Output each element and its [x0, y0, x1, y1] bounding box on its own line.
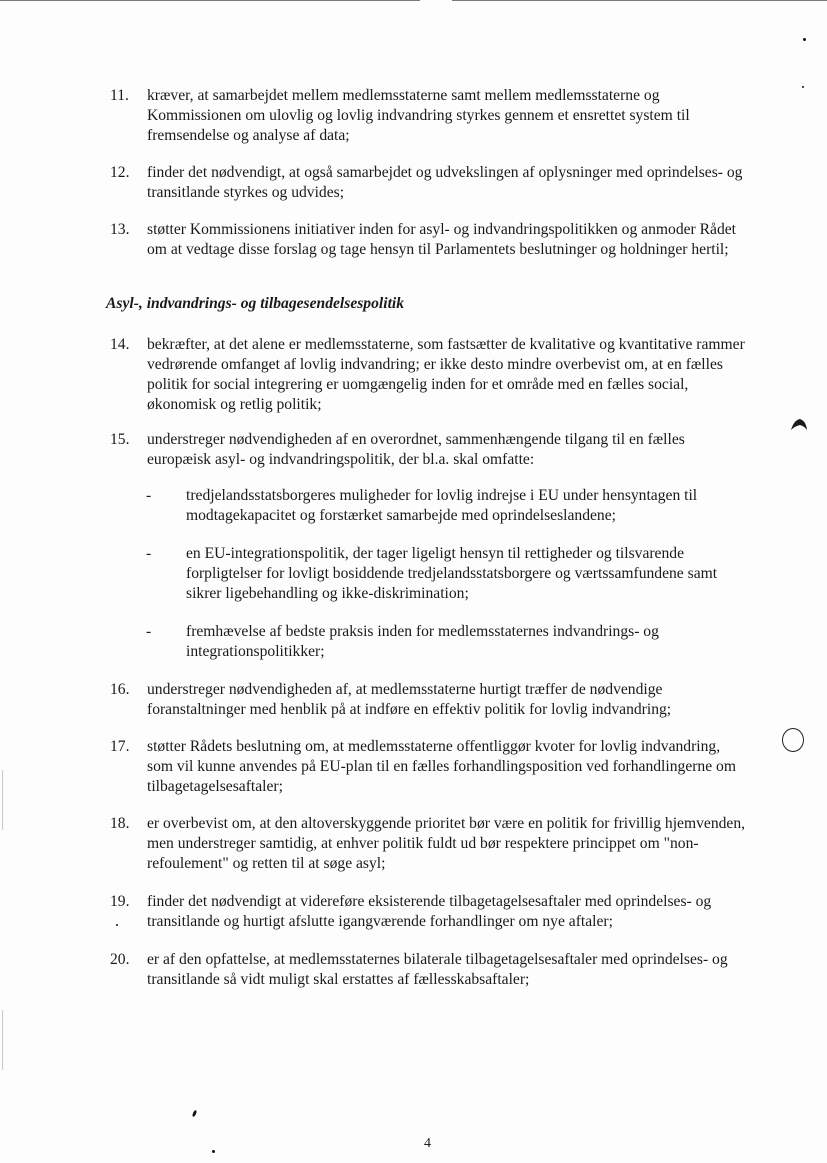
paragraph-number: 15. — [110, 431, 130, 448]
paragraph-14 — [110, 335, 770, 415]
paragraph-text: bekræfter, at det alene er medlemsstaterne, som fastsætter de kvalitative og kvantitative rammer vedrørende omfanget af lovlig indvandring; er ikke desto mindre overbevist om, at en fælles politik for social integrering er uomgængelig inden for et område med en fælles social, økonomisk og retlig politik; — [147, 336, 745, 413]
bullet-dash: - — [146, 487, 152, 504]
punch-hole-mark — [782, 728, 804, 752]
paragraph-18 — [110, 814, 770, 874]
scan-edge-mark — [2, 1010, 3, 1070]
paragraph-number: 18. — [110, 815, 130, 832]
paragraph-11 — [110, 86, 770, 146]
paragraph-text: er overbevist om, at den altoverskyggende prioritet bør være en politik for frivillig hjemvenden, men understreger samtidig, at enhver politik fuldt ud bør respektere princippet om "non-refoulement" og retten til at søge asyl; — [147, 815, 746, 872]
scan-edge-mark — [2, 770, 3, 830]
paragraph-text: støtter Kommissionens initiativer inden for asyl- og indvandringspolitikken og anmoder Rådet om at vedtage disse forslag og tage hensyn til Parlamentets beslutninger og holdninger hertil; — [147, 221, 736, 258]
paragraph-number: 14. — [110, 336, 130, 353]
bullet-text: fremhævelse af bedste praksis inden for medlemsstaternes indvandrings- og integrationspolitikker; — [186, 623, 659, 660]
scan-speck — [192, 1110, 198, 1118]
paragraph-19 — [110, 892, 770, 932]
paragraph-16 — [110, 680, 770, 720]
paragraph-number: 13. — [110, 221, 130, 238]
ink-smudge — [790, 418, 808, 432]
scan-speck — [212, 1150, 215, 1153]
page-number: 4 — [424, 1136, 431, 1151]
paragraph-20 — [110, 950, 770, 990]
bullet-dash: - — [146, 545, 152, 562]
section-heading: Asyl-, indvandrings- og tilbagesendelsespolitik — [106, 295, 405, 312]
scan-speck — [803, 38, 806, 41]
paragraph-13 — [110, 220, 770, 260]
bullet-text: tredjelandsstatsborgeres muligheder for lovlig indrejse i EU under hensyntagen til modtagekapacitet og forstærket samarbejde med oprindelseslandene; — [186, 487, 698, 524]
bullet-dash: - — [146, 623, 152, 640]
paragraph-17 — [110, 737, 770, 797]
scan-speck — [802, 86, 804, 88]
paragraph-number: 16. — [110, 681, 130, 698]
top-edge-line — [452, 0, 827, 1]
paragraph-text: er af den opfattelse, at medlemsstaternes bilaterale tilbagetagelsesaftaler med oprindelses- og transitlande så vidt muligt skal erstattes af fællesskabsaftaler; — [147, 951, 728, 988]
paragraph-number: 19. — [110, 893, 130, 910]
paragraph-text: understreger nødvendigheden af en overordnet, sammenhængende tilgang til en fælles europæisk asyl- og indvandringspolitik, der bl.a. skal omfatte: — [147, 431, 685, 468]
top-edge-line — [0, 0, 420, 1]
scan-speck — [116, 924, 118, 926]
paragraph-15 — [110, 430, 770, 470]
paragraph-number: 12. — [110, 164, 130, 181]
bullet-item — [146, 622, 766, 662]
paragraph-text: finder det nødvendigt, at også samarbejdet og udvekslingen af oplysninger med oprindelses- og transitlande styrkes og udvides; — [147, 164, 743, 201]
bullet-item — [146, 544, 766, 604]
paragraph-12 — [110, 163, 770, 203]
bullet-item — [146, 486, 766, 526]
paragraph-number: 20. — [110, 951, 130, 968]
paragraph-text: støtter Rådets beslutning om, at medlemsstaterne offentliggør kvoter for lovlig indvandring, som vil kunne anvendes på EU-plan til en fælles forhandlingsposition ved forhandlingerne om tilbagetagelsesaftaler; — [147, 738, 736, 795]
paragraph-number: 11. — [110, 87, 129, 104]
paragraph-text: understreger nødvendigheden af, at medlemsstaterne hurtigt træffer de nødvendige foranstaltninger med henblik på at indføre en effektiv politik for lovlig indvandring; — [147, 681, 672, 718]
paragraph-text: kræver, at samarbejdet mellem medlemsstaterne samt mellem medlemsstaterne og Kommissionen om ulovlig og lovlig indvandring styrkes gennem et ensrettet system til fremsendelse og analyse af data; — [147, 87, 690, 144]
paragraph-number: 17. — [110, 738, 130, 755]
bullet-text: en EU-integrationspolitik, der tager ligeligt hensyn til rettigheder og tilsvarende forpligtelser for lovligt bosiddende tredjelandsstatsborgere og værtssamfundene samt sikrer ligebehandling og ikke-diskrimination; — [186, 545, 718, 602]
paragraph-text: finder det nødvendigt at videreføre eksisterende tilbagetagelsesaftaler med oprindelses- og transitlande og hurtigt afslutte igangværende forhandlinger om nye aftaler; — [147, 893, 712, 930]
